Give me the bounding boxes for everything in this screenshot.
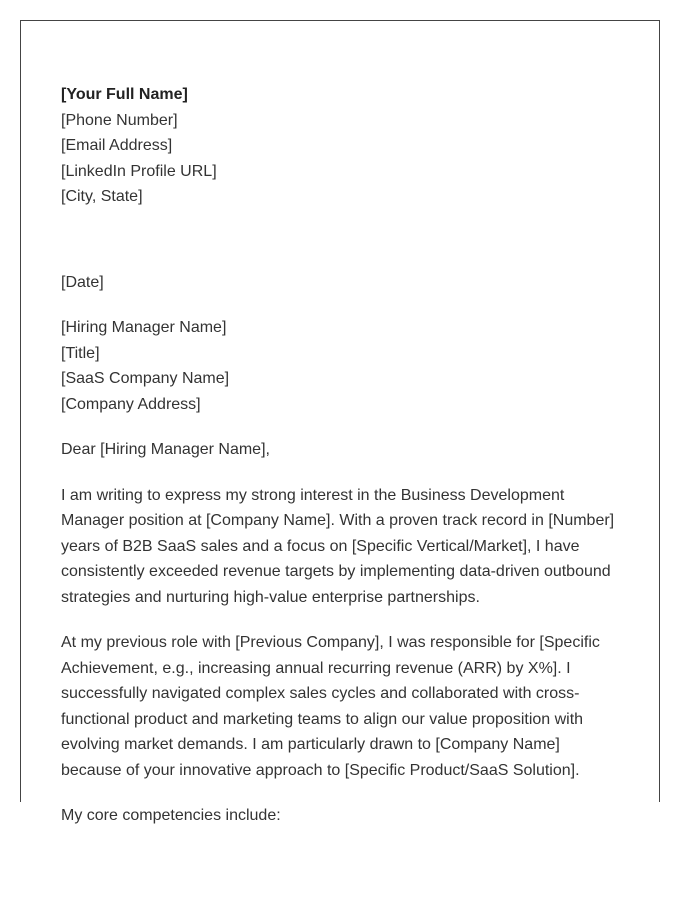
recipient-company: [SaaS Company Name] (61, 370, 230, 387)
sender-phone: [Phone Number] (61, 111, 178, 129)
sender-city-state: [City, State] (61, 188, 143, 205)
sender-full-name: [Your Full Name] (61, 86, 188, 103)
body-paragraph: I am writing to express my strong interest in the Business Development Manager position at [Company Name]. With a proven track record in [Number] years of B2B SaaS sales and a focus on [Specific Vertical/Market], I have consistently exceeded revenue targets by implementing data-driven outbound strategies and nurturing high-value enterprise partnerships. (61, 486, 615, 606)
letter-content (61, 82, 621, 829)
sender-block (61, 82, 621, 210)
letter-body (61, 483, 621, 829)
letter-page (20, 20, 660, 824)
salutation: Dear [Hiring Manager Name], (61, 441, 270, 458)
recipient-title: [Title] (61, 344, 100, 362)
recipient-name: [Hiring Manager Name] (61, 319, 227, 336)
body-paragraph: At my previous role with [Previous Company], I was responsible for [Specific Achievement, e.g., increasing annual recurring revenue (ARR) by X%]. I successfully navigated complex sales cycles and collaborated with cross-functional product and marketing teams to align our value proposition with evolving market demands. I am particularly drawn to [Company Name] because of your innovative approach to [Specific Product/SaaS Solution]. (61, 634, 600, 779)
letter-date: [Date] (61, 273, 104, 291)
sender-linkedin: [LinkedIn Profile URL] (61, 162, 217, 180)
recipient-block (61, 315, 621, 417)
spacer (61, 230, 621, 270)
recipient-address: [Company Address] (61, 395, 201, 413)
date-block (61, 270, 621, 296)
sender-email: [Email Address] (61, 137, 173, 154)
body-paragraph: My core competencies include: (61, 807, 281, 824)
